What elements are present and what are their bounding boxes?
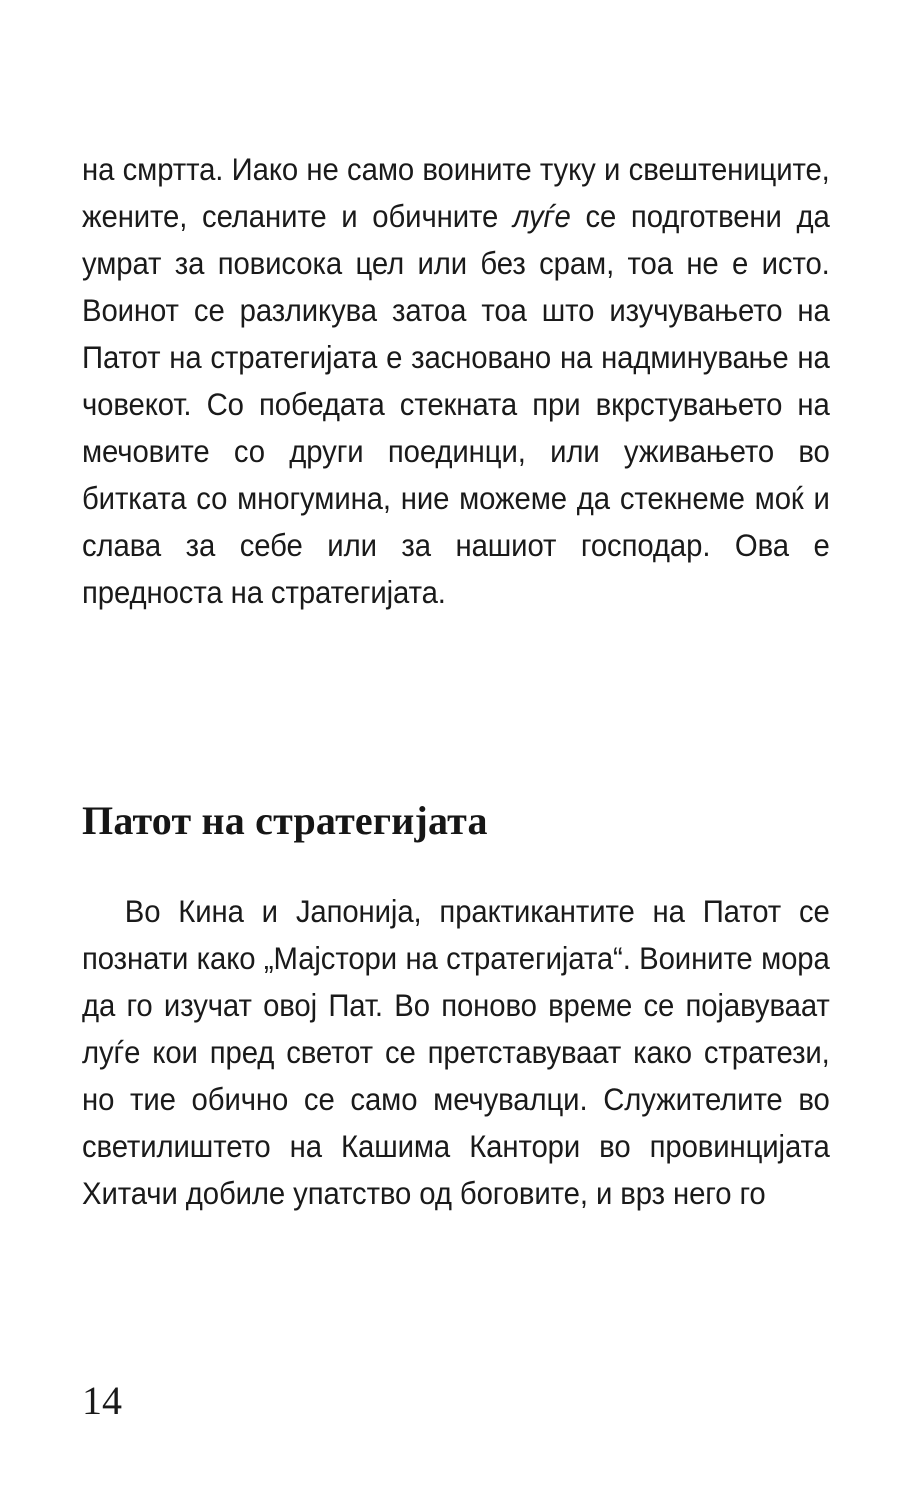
paragraph-lead-text: на смртта. Иако не само воините туку и свештениците, жените, селаните и обичните <box>82 151 830 234</box>
first-paragraph-block <box>82 146 830 616</box>
second-paragraph-block <box>82 888 830 1217</box>
paragraph-rest-text: се подготвени да умрат за повисока цел или без срам, тоа не е исто. Воинот се разликува затоа тоа што изучувањето на Патот на стратегијата е засновано на надминување на човекот. Со победата стекната при вкрстувањето на мечовите со други поединци, или уживањето во битката со многумина, ние можеме да стекнеме моќ и слава за себе или за нашиот господар. Ова е предноста на стратегијата. <box>82 198 830 610</box>
body-paragraph-second: Во Кина и Јапонија, практикантите на Патот се познати како „Мајстори на стратегијата“. Воините мора да го изучат овој Пат. Во поново време се појавуваат луѓе кои пред светот се претставуваат како стратези, но тие обично се само мечувалци. Служителите во светилиштето на Кашима Кантори во провинцијата Хитачи добиле упатство од боговите, и врз него го <box>82 893 830 1211</box>
body-paragraph-first <box>82 146 830 616</box>
italic-emphasis-word: луѓе <box>512 198 571 234</box>
page-number: 14 <box>82 1378 122 1423</box>
section-heading: Патот на стратегијата <box>82 798 488 843</box>
